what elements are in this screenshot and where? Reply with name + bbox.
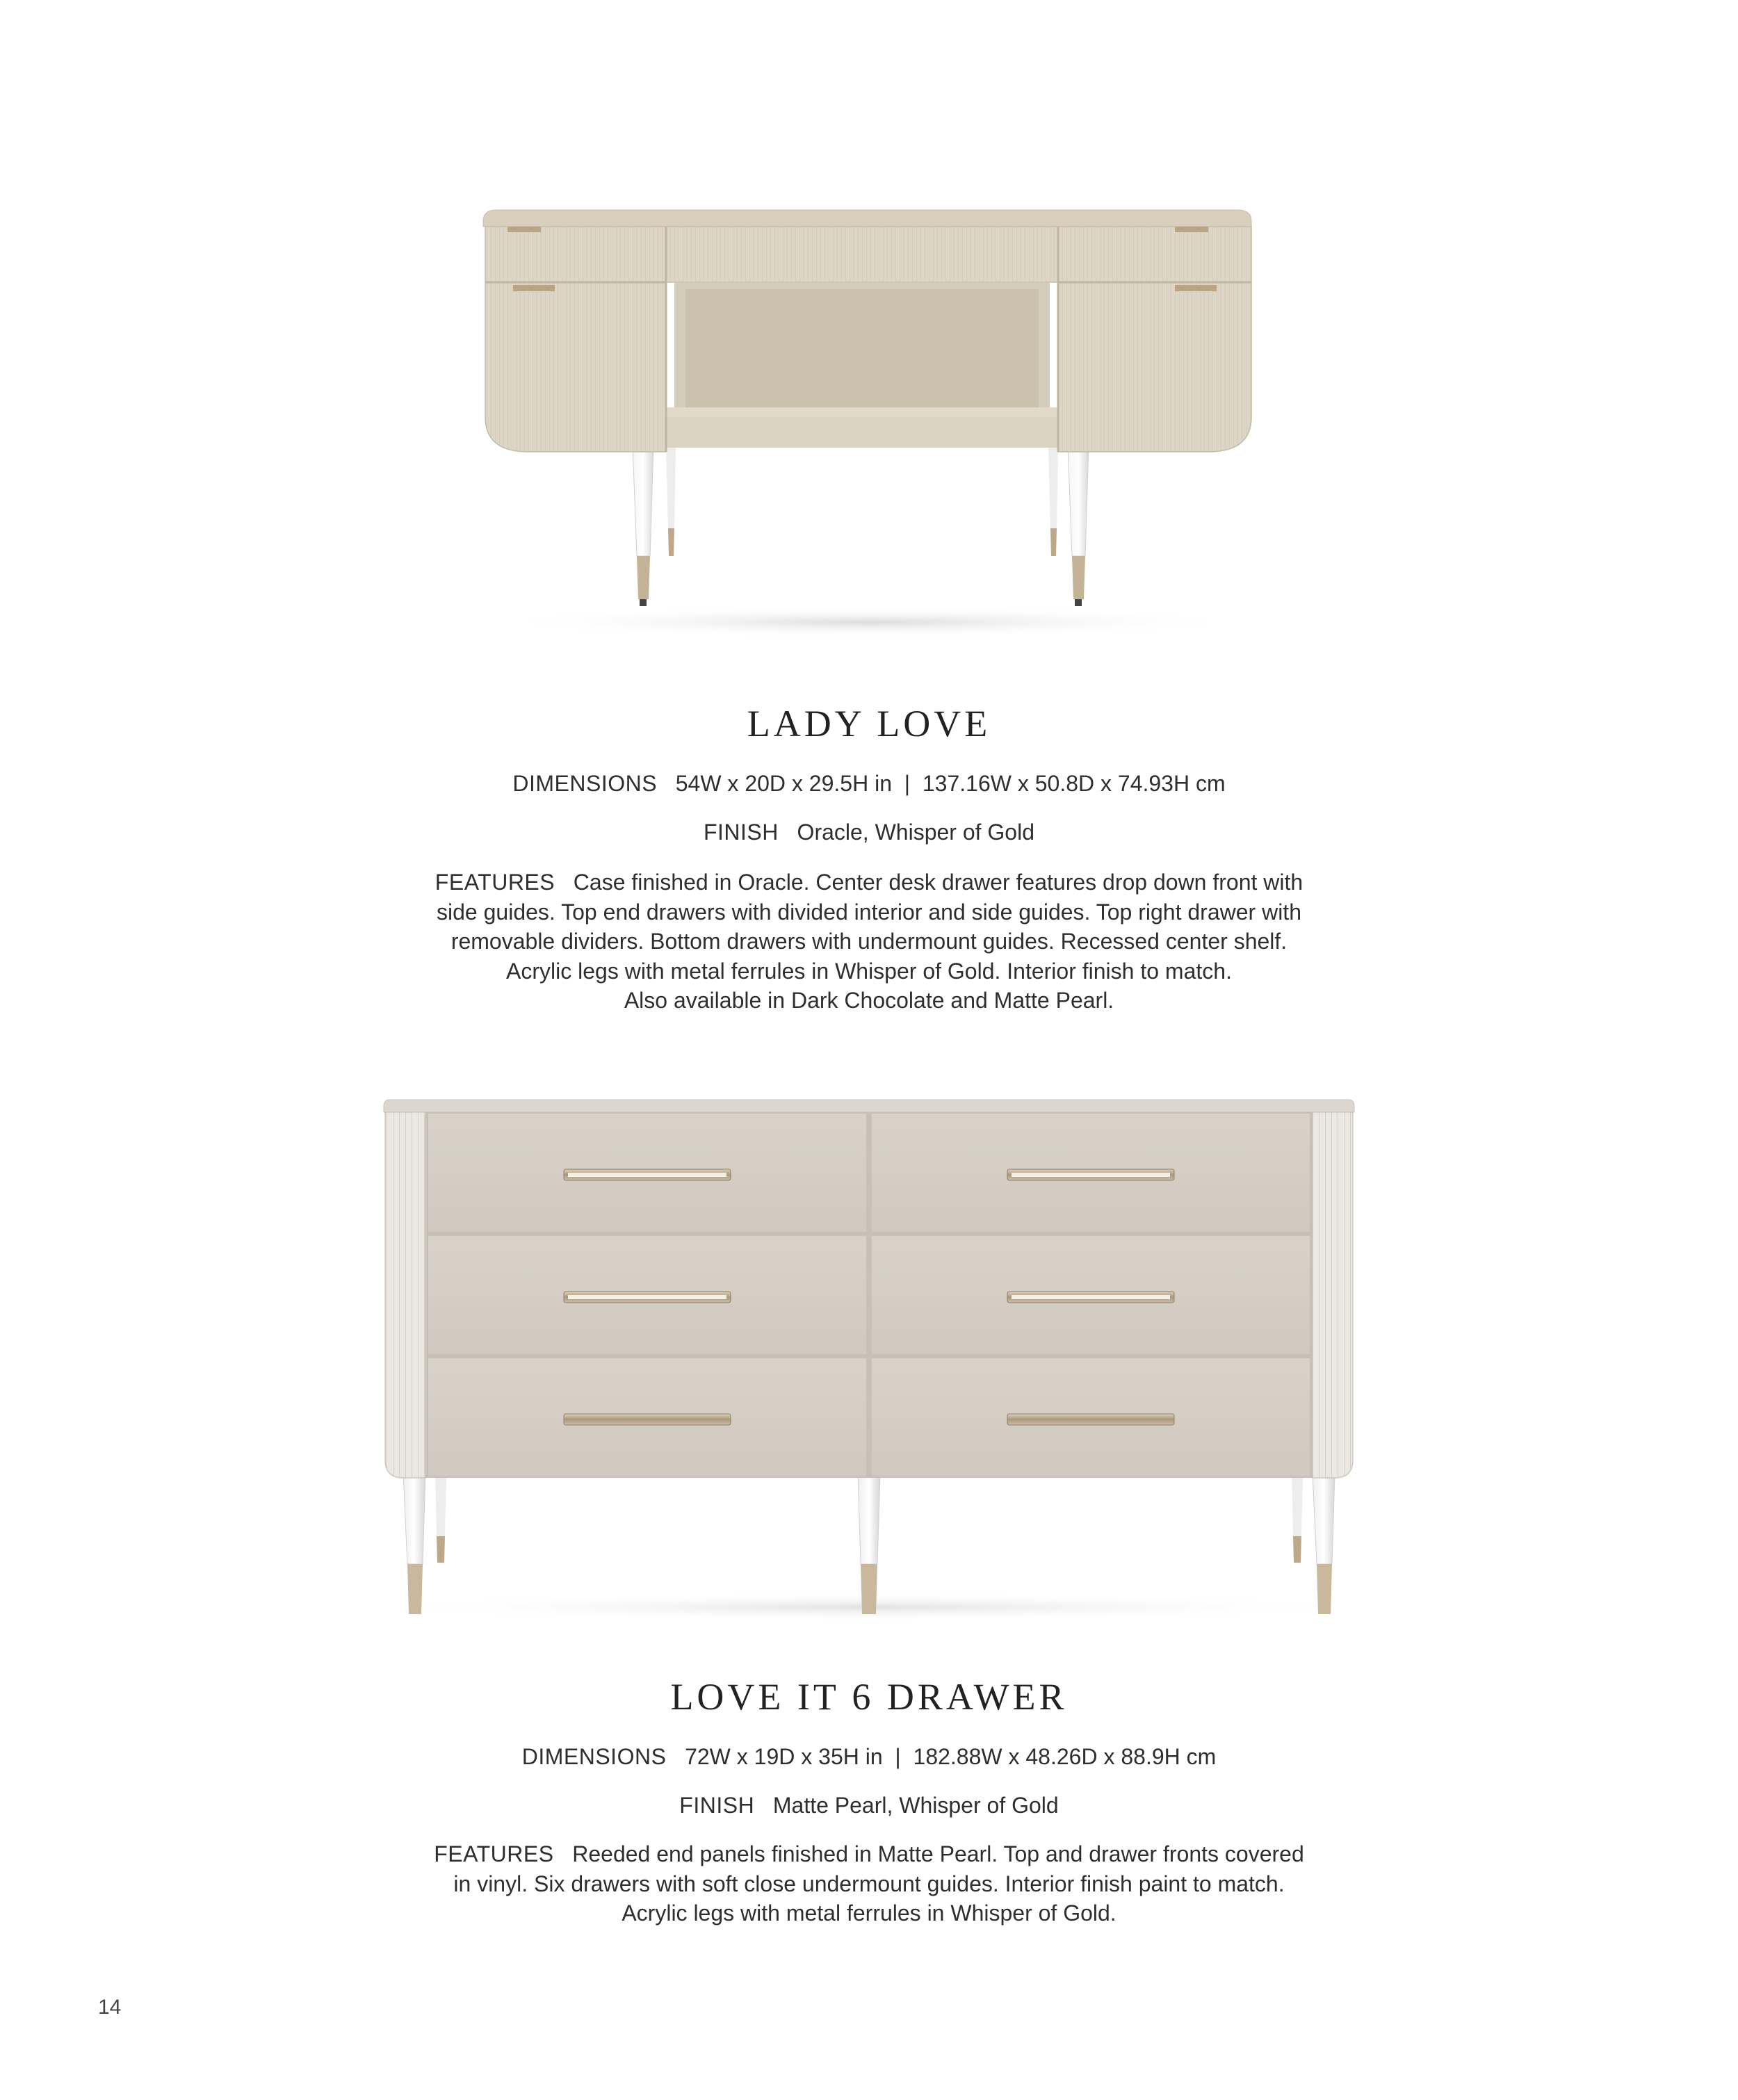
lady-love-desk-image (445, 167, 1293, 653)
dimensions-label: DIMENSIONS (521, 1744, 667, 1769)
desk-leg-right-front (1068, 445, 1089, 606)
dresser-leg-far-right (1313, 1474, 1335, 1614)
features-line: Acrylic legs with metal ferrules in Whisper of Gold. Interior finish to match. (506, 958, 1232, 984)
dresser-leg-left-back (435, 1474, 446, 1563)
dresser-end-panel-left (385, 1112, 425, 1478)
desk-right-pedestal (1058, 227, 1251, 452)
dimensions-imperial: 72W x 19D x 35H in (685, 1744, 883, 1769)
dresser-leg-right-back (1292, 1474, 1303, 1563)
desk-leg-left-front (633, 445, 653, 606)
dresser-pull (564, 1414, 731, 1425)
features-line: in vinyl. Six drawers with soft close undermount guides. Interior finish paint to match. (453, 1871, 1285, 1896)
dresser-leg-center (858, 1474, 880, 1614)
dimensions-metric: 182.88W x 48.26D x 88.9H cm (913, 1744, 1217, 1769)
finish-value: Matte Pearl, Whisper of Gold (772, 1793, 1059, 1818)
dimensions-line (0, 1742, 1738, 1771)
desk-center-drawer (666, 227, 1058, 282)
dimensions-metric: 137.16W x 50.8D x 74.93H cm (922, 771, 1226, 796)
page-number: 14 (98, 1996, 122, 2019)
dimensions-imperial: 54W x 20D x 29.5H in (675, 771, 892, 796)
features-block (382, 868, 1356, 1016)
features-block (382, 1839, 1356, 1928)
features-line: side guides. Top end drawers with divided interior and side guides. Top right drawer with (437, 899, 1301, 925)
features-line: Acrylic legs with metal ferrules in Whisper of Gold. (622, 1900, 1116, 1926)
features-label: FEATURES (434, 1841, 554, 1866)
desk-pull-bottom-left (513, 285, 555, 291)
product-title: LOVE IT 6 DRAWER (670, 1676, 1068, 1718)
desk-pull-bottom-right (1175, 285, 1217, 291)
features-line: FEATURES Case finished in Oracle. Center desk drawer features drop down front with (434, 870, 1304, 895)
dresser-leg-far-left (403, 1474, 425, 1614)
finish-label: FINISH (703, 820, 779, 845)
finish-value: Oracle, Whisper of Gold (797, 820, 1034, 845)
product-title: LADY LOVE (747, 703, 991, 744)
finish-line (0, 817, 1738, 847)
dimensions-line (0, 769, 1738, 798)
features-line: removable dividers. Bottom drawers with undermount guides. Recessed center shelf. (450, 929, 1288, 954)
dresser-top (384, 1100, 1354, 1112)
desk-pull-top-left (507, 227, 541, 232)
finish-line (0, 1791, 1738, 1820)
dimensions-separator: | (904, 771, 911, 796)
dimensions-separator: | (895, 1744, 901, 1769)
love-it-dresser-image (362, 1084, 1376, 1634)
finish-label: FINISH (679, 1793, 755, 1818)
desk-leg-right-back (1048, 445, 1058, 556)
desk-recessed-shelf (666, 407, 1058, 417)
desk-floor-shadow (494, 607, 1244, 637)
desk-top (483, 210, 1251, 227)
dimensions-label: DIMENSIONS (512, 771, 658, 796)
desk-left-pedestal (485, 227, 666, 452)
features-line: FEATURES Reeded end panels finished in Matte Pearl. Top and drawer fronts covered (434, 1841, 1304, 1866)
dresser-end-panel-right (1313, 1112, 1353, 1478)
dresser-pull (1007, 1414, 1174, 1425)
desk-pull-top-right (1175, 227, 1208, 232)
features-line: Also available in Dark Chocolate and Matte Pearl. (624, 988, 1114, 1013)
desk-leg-left-back (666, 445, 676, 556)
features-label: FEATURES (434, 870, 555, 895)
